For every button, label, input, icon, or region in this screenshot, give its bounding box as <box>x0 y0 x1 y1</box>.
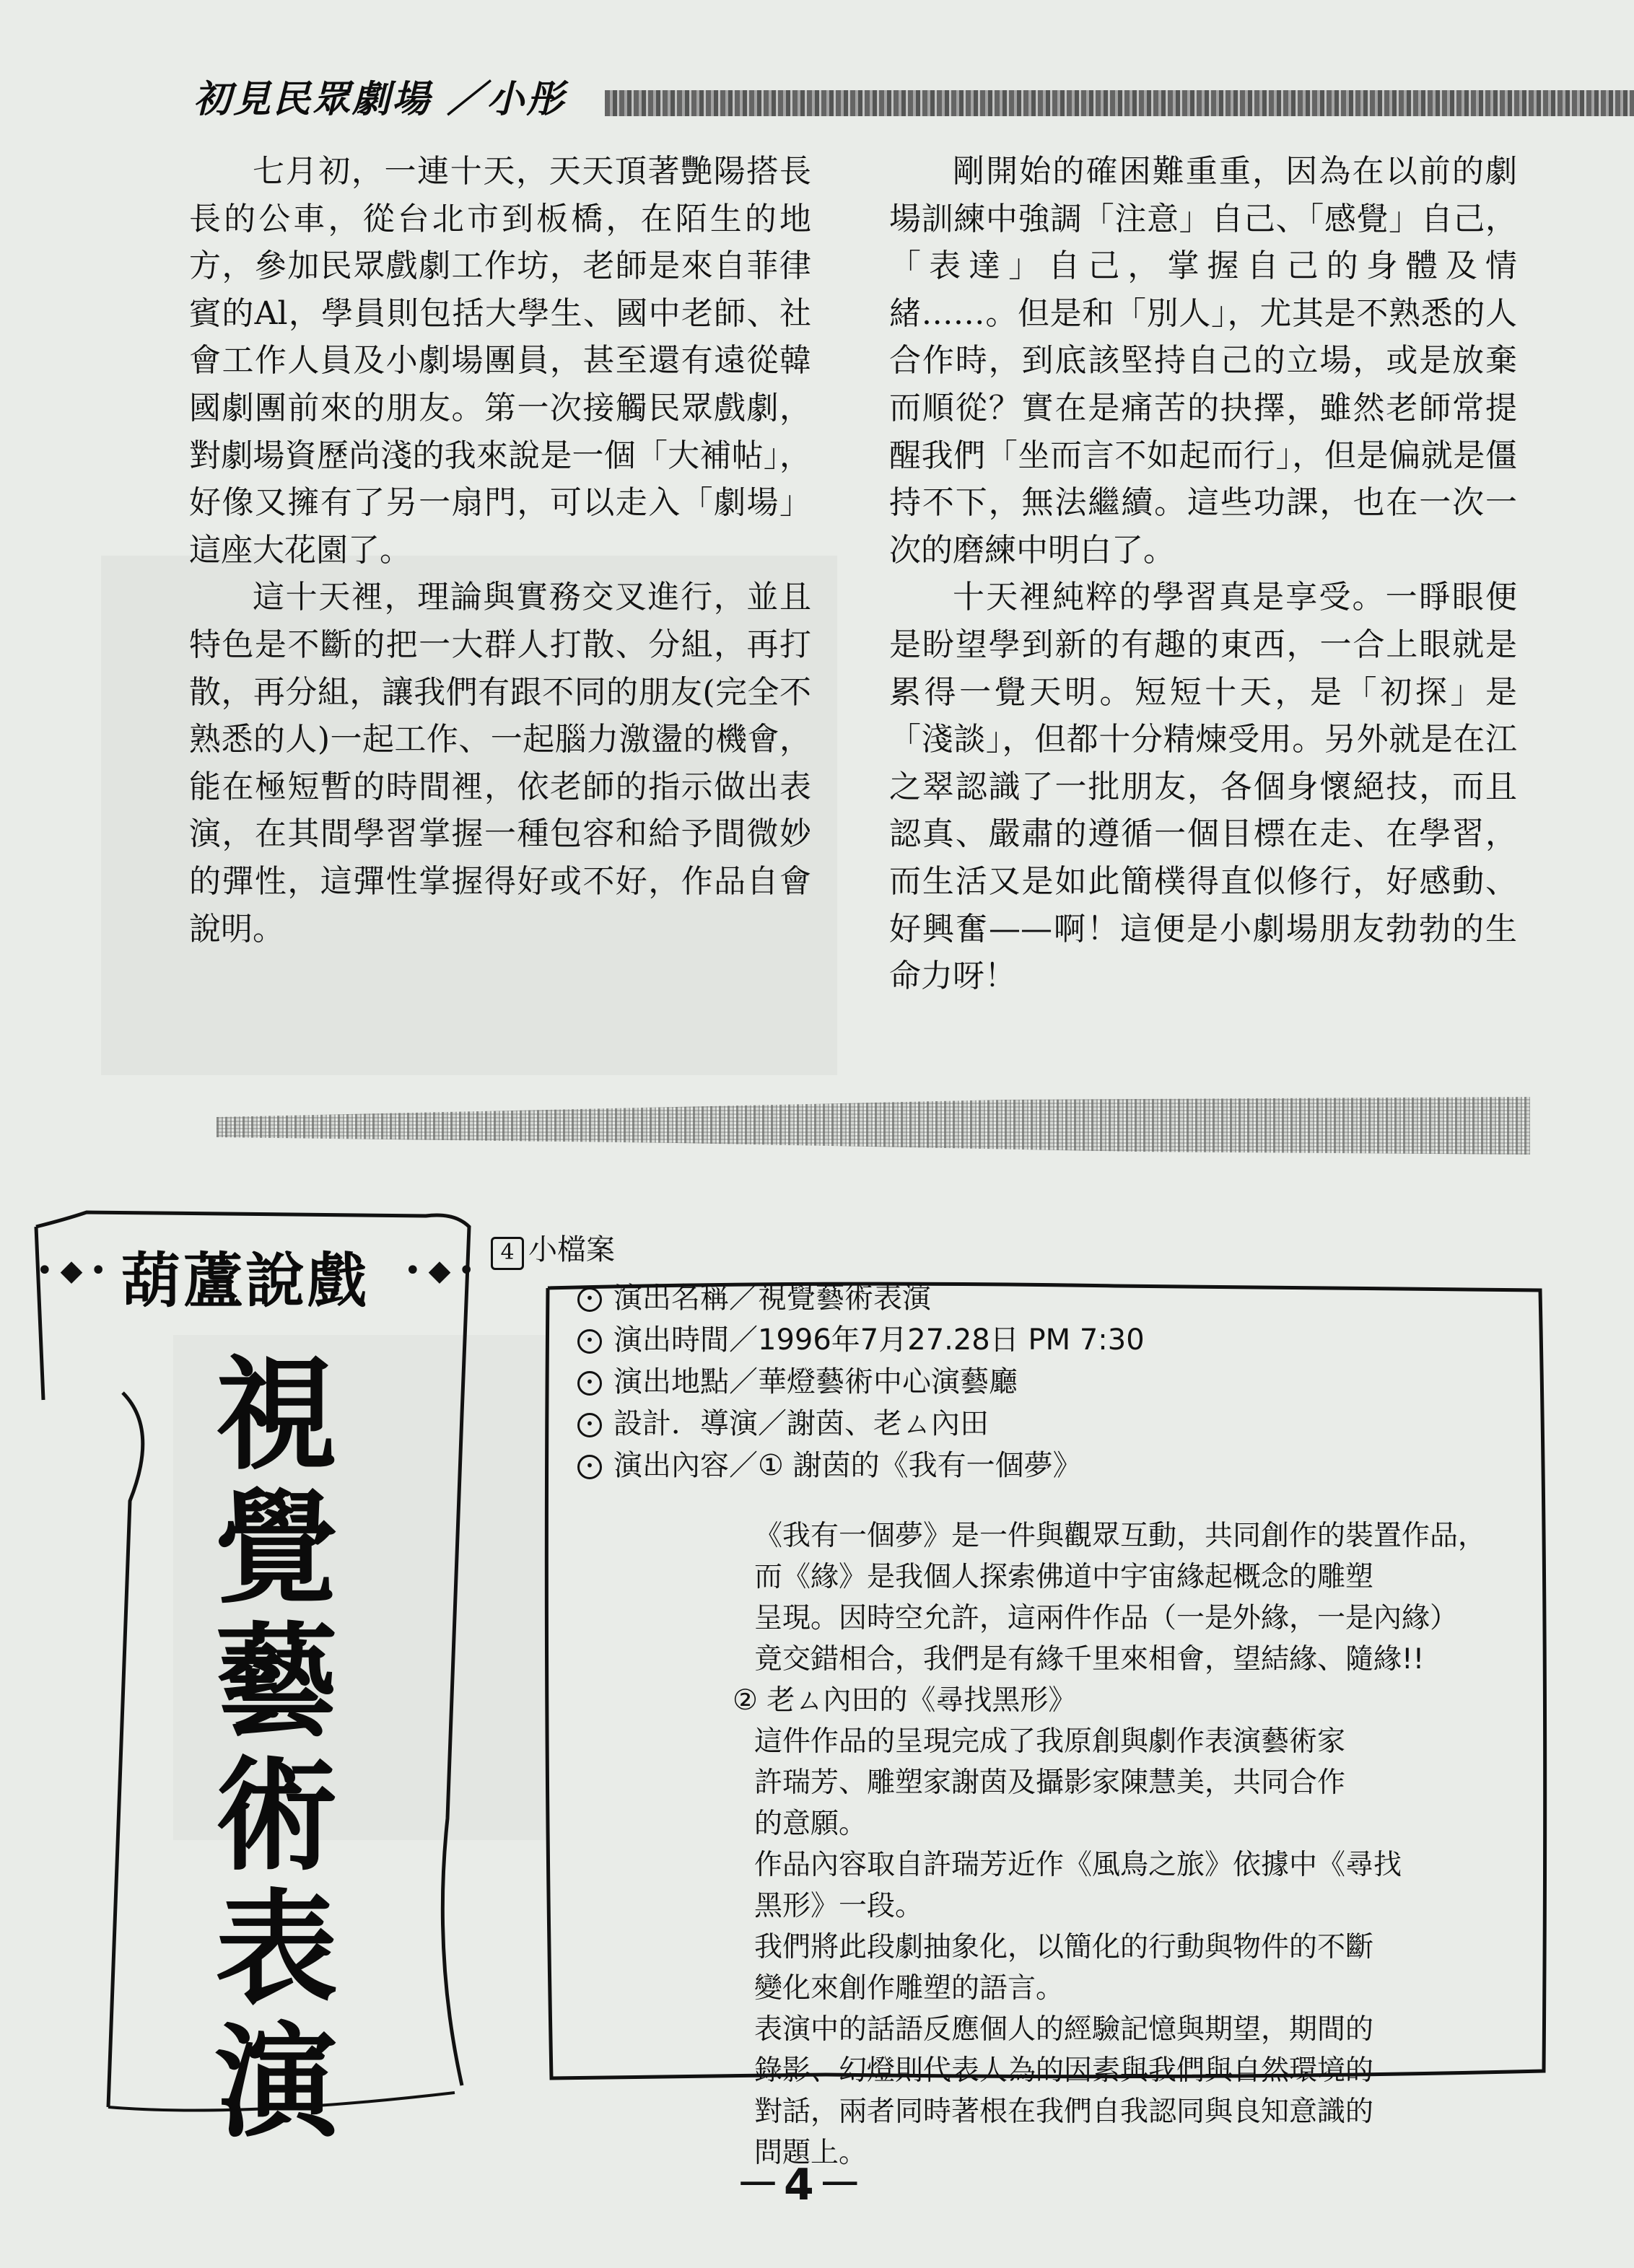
banner-dots-left: •◆• <box>36 1254 114 1287</box>
info-line: 而《緣》是我個人探索佛道中宇宙緣起概念的雕塑 <box>754 1561 1374 1593</box>
paragraph: 這十天裡，理論與實務交叉進行，並且特色是不斷的把一大群人打散、分組，再打散，再分組，讓我們有跟不同的朋友(完全不熟悉的人)一起工作、一起腦力激盪的機會，能在極短暫的時間裡，依老師的指示做出表演，在其間學習掌握一種包容和給予間微妙的彈性，這彈性掌握得好或不好，作品自會說明。 <box>189 579 811 947</box>
paragraph: 七月初，一連十天，天天頂著艷陽搭長長的公車，從台北市到板橋，在陌生的地方，參加民眾戲劇工作坊，老師是來自菲律賓的Al，學員則包括大學生、國中老師、社會工作人員及小劇場團員，甚至還有遠從韓國劇團前來的朋友。第一次接觸民眾戲劇，對劇場資歷尚淺的我來說是一個「大補帖」，好像又擁有了另一扇門，可以走入「劇場」這座大花園了。 <box>189 153 811 569</box>
banner-vertical-title <box>157 1344 396 2155</box>
infobox-label <box>491 1227 615 1270</box>
page-number: －4－ <box>736 2160 866 2210</box>
info-line: 錄影、幻燈則代表人為的因素與我們與自然環境的 <box>754 2054 1374 2087</box>
paragraph: 剛開始的確困難重重，因為在以前的劇場訓練中強調「注意」自己、「感覺」自己，「表達」自己，掌握自己的身體及情緒……。但是和「別人」，尤其是不熟悉的人合作時，到底該堅持自己的立場，或是放棄而順從？實在是痛苦的抉擇，雖然老師常提醒我們「坐而言不如起而行」，但是偏就是僵持不下，無法繼續。這些功課，也在一次一次的磨練中明白了。 <box>889 153 1517 569</box>
info-line: ② 老ㄙ內田的《尋找黑形》 <box>733 1684 1077 1717</box>
banner-char: 視 <box>214 1344 338 1487</box>
info-row: • 演出內容／① 謝茵的《我有一個夢》 <box>577 1445 1537 1487</box>
bullet-icon: • <box>577 1371 602 1396</box>
info-line: 竟交錯相合，我們是有緣千里來相會，望結緣、隨緣!! <box>754 1643 1425 1676</box>
infobox-list <box>577 1277 1537 1487</box>
info-line: 這件作品的呈現完成了我原創與劇作表演藝術家 <box>754 1725 1346 1758</box>
info-row: • 演出時間／1996年7月27.28日 PM 7:30 <box>577 1319 1537 1361</box>
info-line: 表演中的話語反應個人的經驗記憶與期望，期間的 <box>754 2013 1374 2046</box>
info-line: 變化來創作雕塑的語言。 <box>754 1972 1065 2005</box>
section-divider <box>217 1097 1530 1155</box>
article-title: 初見民眾劇場 ／小彤 <box>193 78 567 121</box>
article-column-left <box>189 148 811 953</box>
info-line: 許瑞芳、雕塑家謝茵及攝影家陳慧美，共同合作 <box>754 1766 1346 1799</box>
banner-dots-right: •◆• <box>404 1254 482 1287</box>
info-line: 《我有一個夢》是一件與觀眾互動，共同創作的裝置作品， <box>754 1520 1487 1552</box>
info-row: • 演出名稱／視覺藝術表演 <box>577 1277 1537 1319</box>
hand-drawn-banner <box>22 1198 484 2155</box>
bullet-icon: • <box>577 1329 602 1354</box>
article-header <box>193 69 1493 123</box>
banner-char: 演 <box>214 2012 338 2155</box>
info-row: • 設計．導演／謝茵、老ㄙ內田 <box>577 1403 1537 1445</box>
header-rule <box>605 90 1634 116</box>
bullet-icon: • <box>577 1287 602 1312</box>
article-column-right <box>889 148 1517 1000</box>
infobox-number-badge: 4 <box>491 1237 524 1270</box>
info-line: 呈現。因時空允許，這兩件作品（一是外緣，一是內緣） <box>754 1602 1459 1634</box>
info-row: • 演出地點／華燈藝術中心演藝廳 <box>577 1361 1537 1403</box>
info-line: 對話，兩者同時著根在我們自我認同與良知意識的 <box>754 2096 1374 2128</box>
infobox-label-text: 小檔案 <box>528 1233 615 1266</box>
paragraph: 十天裡純粹的學習真是享受。一睜眼便是盼望學到新的有趣的東西，一合上眼就是累得一覺天明。短短十天，是「初探」是「淺談」，但都十分精煉受用。另外就是在江之翠認識了一批朋友，各個身懷絕技，而且認真、嚴肅的遵循一個目標在走、在學習，而生活又是如此簡樸得直似修行，好感動、好興奮——啊！這便是小劇場朋友勃勃的生命力呀！ <box>889 579 1517 995</box>
info-line: 作品內容取自許瑞芳近作《風鳥之旅》依據中《尋找 <box>754 1849 1402 1881</box>
banner-char: 藝 <box>214 1611 338 1754</box>
bullet-icon: • <box>577 1455 602 1479</box>
info-line: 問題上。 <box>754 2137 868 2169</box>
banner-char: 表 <box>214 1878 338 2021</box>
banner-char: 術 <box>214 1745 338 1888</box>
info-line: 的意願。 <box>754 1808 868 1840</box>
banner-title: 葫蘆說戲 <box>121 1247 370 1315</box>
info-line: 我們將此段劇抽象化，以簡化的行動與物件的不斷 <box>754 1931 1374 1963</box>
infobox-body <box>733 1515 1537 2173</box>
bullet-icon: • <box>577 1413 602 1437</box>
banner-char: 覺 <box>214 1478 338 1621</box>
info-line: 黑形》一段。 <box>754 1890 924 1922</box>
